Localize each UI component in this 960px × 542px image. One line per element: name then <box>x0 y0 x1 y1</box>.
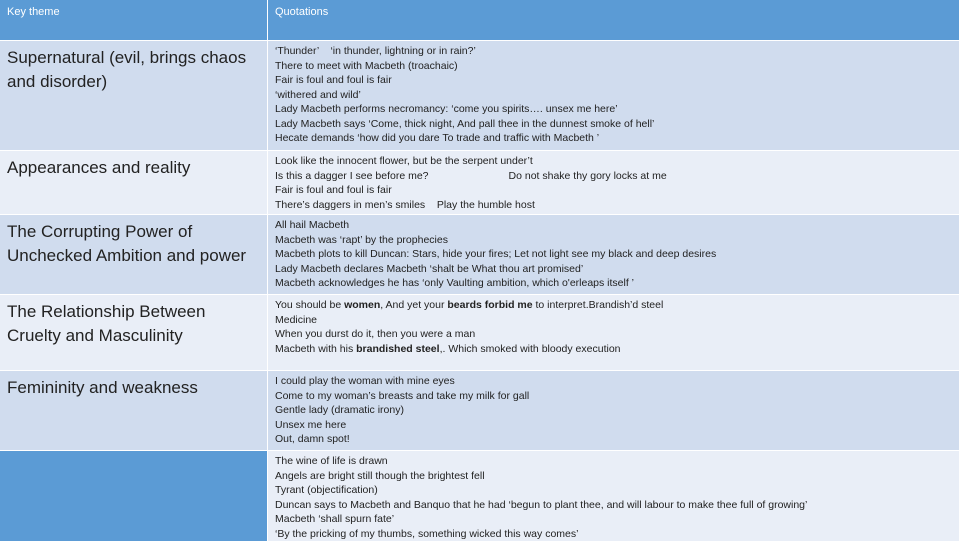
theme-cell: Appearances and reality <box>0 151 268 215</box>
quote-line: ‘By the pricking of my thumbs, something wicked this way comes’ <box>275 527 579 540</box>
quotes-cell <box>268 215 960 295</box>
quote-text: Macbeth with his <box>275 342 357 355</box>
quote-line: When you durst do it, then you were a man <box>275 328 476 340</box>
quote-line: Macbeth acknowledges he has ‘only Vaulting ambition, which o'erleaps itself ’ <box>275 277 635 289</box>
quotes-cell <box>268 151 960 215</box>
table-row <box>0 215 960 295</box>
quote-line: There’s daggers in men’s smiles Play the humble host <box>275 198 535 211</box>
table-row <box>0 151 960 215</box>
quote-line: Hecate demands ‘how did you dare To trade and traffic with Macbeth ’ <box>275 132 600 144</box>
quote-line: Out, damn spot! <box>275 433 350 445</box>
quote-line: All hail Macbeth <box>275 219 350 231</box>
table-row <box>0 41 960 151</box>
quote-text: Is this a dagger I see before me? <box>275 169 429 182</box>
quote-line: Fair is foul and foul is fair <box>275 184 392 196</box>
quote-line: Unsex me here <box>275 418 347 431</box>
quote-line: Macbeth ‘shall spurn fate’ <box>275 513 395 525</box>
quote-line: Lady Macbeth says ‘Come, thick night, And pall thee in the dunnest smoke of hell’ <box>275 117 655 130</box>
quote-line: Look like the innocent flower, but be the serpent under’t <box>275 155 533 167</box>
quote-line: Angels are bright still though the brightest fell <box>275 469 485 482</box>
quote-line: Macbeth plots to kill Duncan: Stars, hide your fires; Let not light see my black and deep desires <box>275 248 717 260</box>
quote-text: ,. Which smoked with bloody execution <box>439 342 621 355</box>
header-row <box>0 0 960 41</box>
theme-cell: The Relationship Between Cruelty and Masculinity <box>0 295 268 371</box>
theme-cell: Femininity and weakness <box>0 371 268 451</box>
quote-line: Fair is foul and foul is fair <box>275 74 392 86</box>
quote-line: Gentle lady (dramatic irony) <box>275 404 404 416</box>
quote-emphasis: beards forbid me <box>447 299 533 311</box>
quote-line: Lady Macbeth declares Macbeth ‘shalt be What thou art promised’ <box>275 262 584 275</box>
quote-line: ‘Thunder’ ‘in thunder, lightning or in rain?’ <box>275 45 476 57</box>
quote-text: to interpret.Brandish’d steel <box>532 299 664 311</box>
quotes-cell <box>268 451 960 542</box>
quote-line: Come to my woman’s breasts and take my milk for gall <box>275 389 530 402</box>
header-quotations: Quotations <box>268 0 960 41</box>
quote-line <box>275 298 955 313</box>
quote-line: Lady Macbeth performs necromancy: ‘come you spirits…. unsex me here’ <box>275 103 618 115</box>
table-row <box>0 371 960 451</box>
quote-line: Medicine <box>275 313 318 326</box>
quote-line <box>275 342 955 357</box>
quote-text: , And yet your <box>380 299 448 311</box>
quote-line: There to meet with Macbeth (troachaic) <box>275 59 458 72</box>
quote-line: Duncan says to Macbeth and Banquo that he had ‘begun to plant thee, and will labour to make thee full of growing’ <box>275 498 808 511</box>
quotes-cell <box>268 295 960 371</box>
quote-emphasis: women <box>344 299 381 311</box>
quote-line <box>275 169 955 184</box>
quote-text: You should be <box>275 299 345 311</box>
quote-line: I could play the woman with mine eyes <box>275 375 455 387</box>
quote-line: Macbeth was ‘rapt’ by the prophecies <box>275 233 448 246</box>
quote-line: Tyrant (objectification) <box>275 484 378 496</box>
quotes-cell <box>268 41 960 151</box>
theme-cell: The Corrupting Power of Unchecked Ambition and power <box>0 215 268 295</box>
table-row <box>0 295 960 371</box>
header-key-theme: Key theme <box>0 0 268 41</box>
quote-line: ‘withered and wild’ <box>275 88 361 101</box>
theme-cell <box>0 451 268 542</box>
quote-line: The wine of life is drawn <box>275 455 388 467</box>
quotes-cell <box>268 371 960 451</box>
quote-aside: Do not shake thy gory locks at me <box>508 169 667 182</box>
theme-cell: Supernatural (evil, brings chaos and disorder) <box>0 41 268 151</box>
table-row <box>0 451 960 542</box>
quote-emphasis: brandished steel <box>356 342 440 355</box>
